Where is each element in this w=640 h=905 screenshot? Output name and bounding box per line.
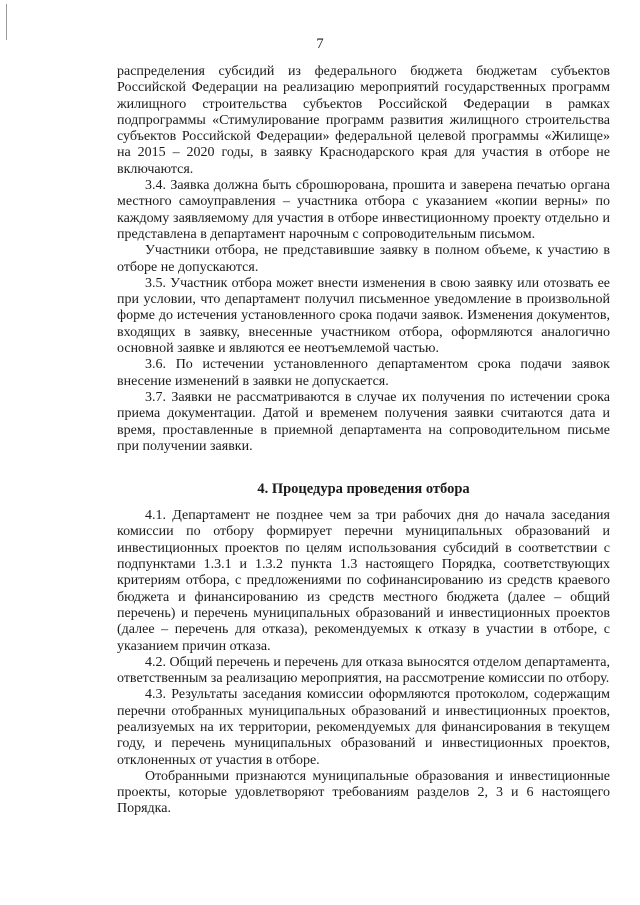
paragraph-3-5: 3.5. Участник отбора может внести изменения в свою заявку или отозвать ее при условии, что департамент получил письменное уведомление в произвольной форме до истечения установленного срока подачи заявок. Изменения документов, входящих в заявку, внесенные участником отбора, оформляются аналогично основной заявке и являются ее неотъемлемой частью.	[117, 275, 610, 357]
paragraph-3-7: 3.7. Заявки не рассматриваются в случае их получения по истечении срока приема документации. Датой и временем получения заявки считаются дата и время, проставленные в приемной департамента на сопроводительном письме при получении заявки.	[117, 389, 610, 454]
paragraph-4-1: 4.1. Департамент не позднее чем за три рабочих дня до начала заседания комиссии по отбору формирует перечни муниципальных образований и инвестиционных проектов по целям использования субсидий в соответствии с подпунктами 1.3.1 и 1.3.2 пункта 1.3 настоящего Порядка, соответствующих критериям отбора, с предложениями по софинансированию из средств краевого бюджета и финансированию из средств местного бюджета (далее – общий перечень) и перечень муниципальных образований и инвестиционных проектов (далее – перечень для отказа), рекомендуемых к отказу в участии в отборе, с указанием причин отказа.	[117, 508, 610, 654]
scan-edge-line	[6, 4, 7, 40]
page-number: 7	[316, 36, 324, 52]
paragraph-3-4: 3.4. Заявка должна быть сброшюрована, прошита и заверена печатью органа местного самоуправления – участника отбора с указанием «копии верны» по каждому заявляемому для участия в отборе инвестиционному проекту отдельно и представлена в департамент нарочным с сопроводительным письмом.	[117, 178, 610, 242]
paragraph-3-6: 3.6. По истечении установленного департаментом срока подачи заявок внесение изменений в заявки не допускается.	[117, 357, 610, 389]
paragraph-continuation: распределения субсидий из федерального бюджета бюджетам субъектов Российской Федерации на реализацию мероприятий государственных программ жилищного строительства субъектов Российской Федерации в рамках подпрограммы «Стимулирование программ развития жилищного строительства субъектов Российской Федерации» федеральной целевой программы «Жилище» на 2015 – 2020 годы, в заявку Краснодарского края для участия в отборе не включаются.	[117, 64, 610, 177]
paragraph-selected: Отобранными признаются муниципальные образования и инвестиционные проекты, которые удовлетворяют требованиям разделов 2, 3 и 6 настоящего Порядка.	[117, 768, 610, 817]
paragraph-4-3: 4.3. Результаты заседания комиссии оформляются протоколом, содержащим перечни отобранных муниципальных образований и инвестиционных проектов, реализуемых на их территории, рекомендуемых для финансирования в текущем году, и перечень муниципальных образований и инвестиционных проектов, отклоненных от участия в отборе.	[117, 687, 610, 768]
document-body	[117, 64, 610, 818]
section-heading: 4. Процедура проведения отбора	[257, 481, 470, 498]
paragraph-4-2: 4.2. Общий перечень и перечень для отказа выносятся отделом департамента, ответственным за реализацию мероприятия, на рассмотрение комиссии по отбору.	[117, 654, 610, 687]
paragraph-participants: Участники отбора, не представившие заявку в полном объеме, к участию в отборе не допускаются.	[117, 243, 610, 275]
